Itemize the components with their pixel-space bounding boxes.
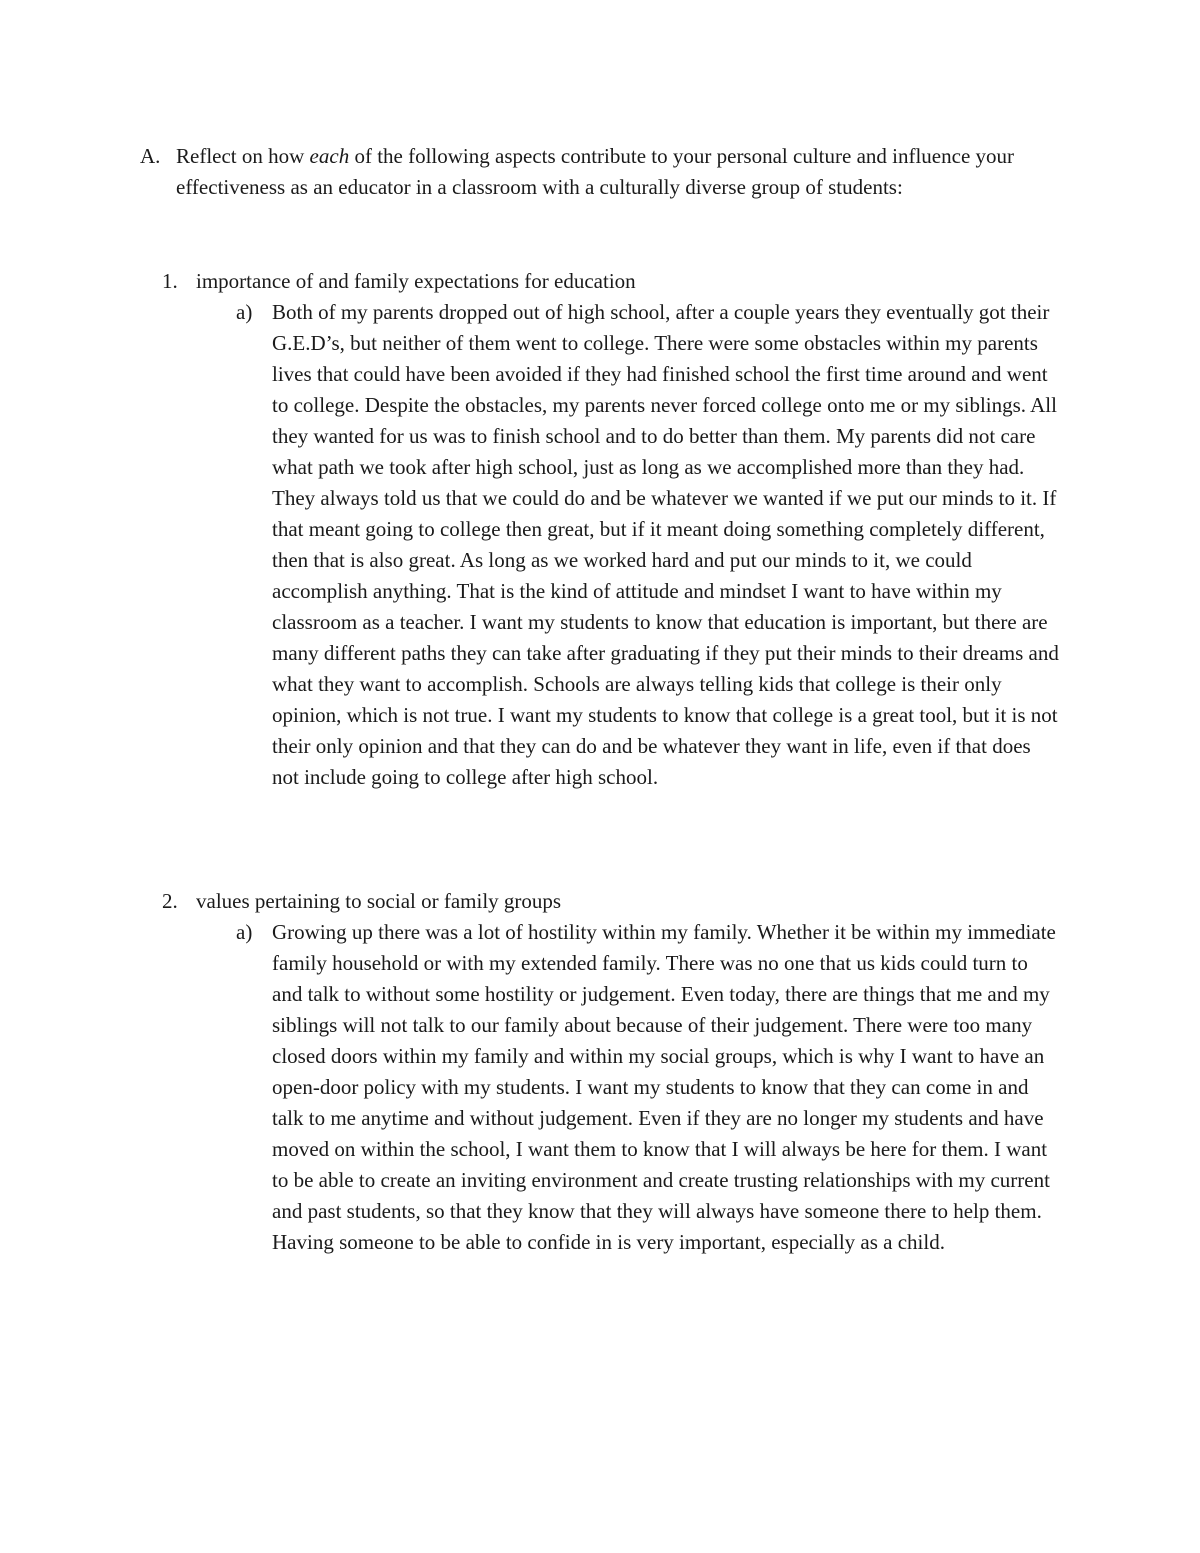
item-heading: importance of and family expectations for education <box>196 269 636 293</box>
sub-item-marker: a) <box>236 300 253 324</box>
list-item-values <box>162 886 1062 1258</box>
sub-item <box>236 917 1062 1258</box>
item-number: 2. <box>162 889 178 913</box>
item-heading-row <box>162 266 1062 297</box>
sub-item-marker: a) <box>236 920 253 944</box>
prompt-emphasis: each <box>309 144 350 168</box>
list-item-education <box>162 266 1062 793</box>
section-a <box>140 141 1060 203</box>
section-a-prompt <box>176 141 1060 203</box>
item-number: 1. <box>162 269 178 293</box>
section-a-marker: A. <box>140 144 161 168</box>
prompt-text-start: Reflect on how <box>176 144 310 168</box>
item-heading: values pertaining to social or family groups <box>196 889 562 913</box>
sub-item-paragraph: Both of my parents dropped out of high school, after a couple years they eventually got their G.E.D’s, but neither of them went to college. There were some obstacles within my parents lives that could have been avoided if they had finished school the first time around and went to college. Despite the obstacles, my parents never forced college onto me or my siblings. All they wanted for us was to finish school and to do better than them. My parents did not care what path we took after high school, just as long as we accomplished more than they had. They always told us that we could do and be whatever we wanted if we put our minds to it. If that meant going to college then great, but if it meant doing something completely different, then that is also great. As long as we worked hard and put our minds to it, we could accomplish anything. That is the kind of attitude and mindset I want to have within my classroom as a teacher. I want my students to know that education is important, but there are many different paths they can take after graduating if they put their minds to their dreams and what they want to accomplish. Schools are always telling kids that college is their only opinion, which is not true. I want my students to know that college is a great tool, but it is not their only opinion and that they can do and be whatever they want in life, even if that does not include going to college after high school. <box>272 300 1059 789</box>
prompt-text-end: of the following aspects contribute to your personal culture and influence your effectiveness as an educator in a classroom with a culturally diverse group of students: <box>176 144 1015 199</box>
sub-item <box>236 297 1062 793</box>
sub-item-paragraph: Growing up there was a lot of hostility within my family. Whether it be within my immediate family household or with my extended family. There was no one that us kids could turn to and talk to without some hostility or judgement. Even today, there are things that me and my siblings will not talk to our family about because of their judgement. There were too many closed doors within my family and within my social groups, which is why I want to have an open-door policy with my students. I want my students to know that they can come in and talk to me anytime and without judgement. Even if they are no longer my students and have moved on within the school, I want them to know that I will always be here for them. I want to be able to create an inviting environment and create trusting relationships with my current and past students, so that they know that they will always have someone there to help them. Having someone to be able to confide in is very important, especially as a child. <box>272 920 1056 1254</box>
item-heading-row <box>162 886 1062 917</box>
